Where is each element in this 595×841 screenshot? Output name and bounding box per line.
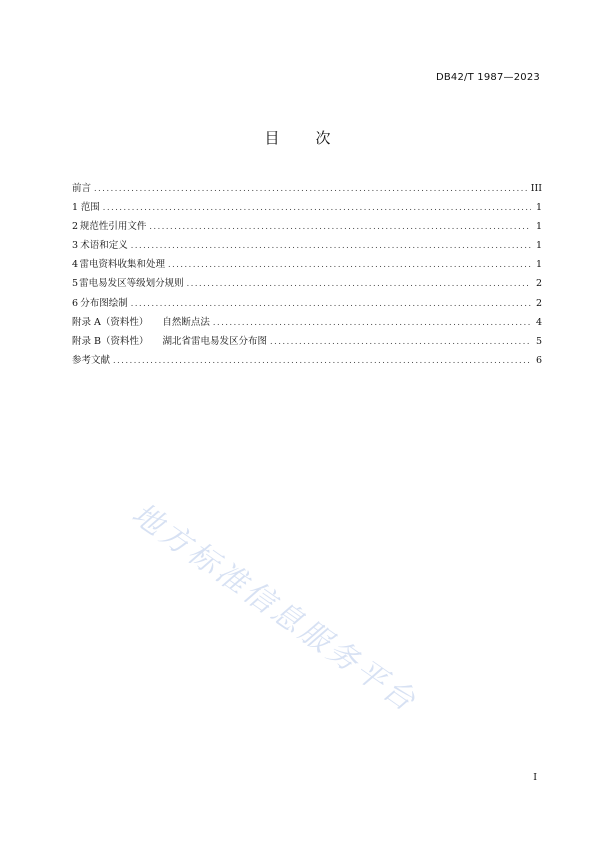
toc-entry-appendix-a[interactable] [72, 314, 542, 333]
toc-entry-page: 4 [535, 316, 542, 328]
toc-entry-number: 1 [72, 202, 79, 214]
watermark: 地方标准信息服务平台 [125, 496, 424, 721]
toc-entry-page: 5 [535, 335, 542, 347]
toc-entry-label: 范围 [80, 202, 100, 214]
toc-entry-data-collection[interactable] [72, 256, 542, 275]
toc-entry-label: 规范性引用文件 [79, 221, 147, 233]
toc-entry-page: 6 [535, 354, 542, 366]
toc-appendix-label: 附录 B（资料性） [72, 335, 149, 347]
toc-leader-dots [131, 299, 531, 308]
toc-leader-dots [270, 337, 531, 346]
toc-leader-dots [113, 356, 531, 365]
toc-entry-label: 术语和定义 [80, 240, 128, 252]
toc-entry-label: 参考文献 [72, 354, 111, 366]
toc-entry-page: 1 [535, 221, 542, 233]
toc-entry-label: 雷电易发区等级划分规则 [79, 278, 184, 290]
toc-entry-number: 3 [72, 240, 79, 252]
toc-entry-label [72, 314, 210, 328]
toc-leader-dots [213, 318, 531, 327]
toc-entry-classification-rules[interactable] [72, 275, 542, 294]
toc-entry-terms-definitions[interactable] [72, 237, 542, 256]
toc-entry-label [72, 333, 267, 347]
toc-entry-page: III [530, 183, 542, 194]
toc-entry-page: 1 [535, 240, 542, 252]
toc-leader-dots [131, 241, 531, 250]
toc-entry-page: 2 [535, 278, 542, 290]
document-code: DB42/T 1987—2023 [435, 72, 540, 83]
toc-entry-page: 2 [535, 297, 542, 309]
toc-leader-dots [187, 279, 531, 288]
toc-entry-number: 6 [72, 297, 79, 309]
toc-appendix-label: 附录 A（资料性） [72, 316, 149, 328]
page-title-char-2: 次 [315, 129, 331, 147]
toc-appendix-title: 自然断点法 [162, 316, 210, 328]
toc-entry-label: 分布图绘制 [80, 297, 128, 309]
toc-entry-foreword[interactable] [72, 180, 542, 199]
toc-entry-number: 2 [72, 221, 79, 233]
page-title [0, 127, 595, 148]
toc-entry-number: 4 [72, 259, 79, 271]
toc-entry-scope[interactable] [72, 199, 542, 218]
toc-leader-dots [94, 184, 528, 193]
toc-appendix-title: 湖北省雷电易发区分布图 [162, 335, 268, 347]
toc-entry-page: 1 [535, 202, 542, 214]
toc-entry-label: 雷电资料收集和处理 [79, 259, 165, 271]
toc-entry-label: 前言 [72, 183, 92, 194]
toc-leader-dots [149, 222, 531, 231]
toc-entry-bibliography[interactable] [72, 352, 542, 371]
toc-entry-normative-references[interactable] [72, 218, 542, 237]
toc-entry-number: 5 [72, 278, 79, 290]
toc-leader-dots [103, 203, 531, 212]
toc-entry-appendix-b[interactable] [72, 333, 542, 352]
table-of-contents [72, 180, 542, 371]
toc-entry-page: 1 [535, 259, 542, 271]
toc-leader-dots [168, 260, 531, 269]
toc-entry-map-drawing[interactable] [72, 295, 542, 314]
page-number: I [533, 772, 537, 783]
page-title-char-1: 目 [264, 129, 280, 147]
